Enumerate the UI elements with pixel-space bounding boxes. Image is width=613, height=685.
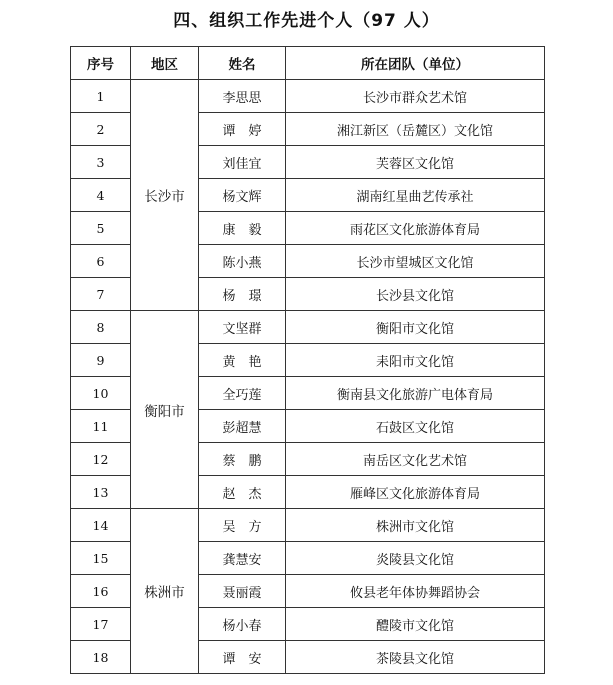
row-index: 3	[71, 146, 131, 179]
row-name: 聂丽霞	[199, 575, 286, 608]
row-name: 文坚群	[199, 311, 286, 344]
row-unit: 炎陵县文化馆	[286, 542, 545, 575]
row-unit: 攸县老年体协舞蹈协会	[286, 575, 545, 608]
row-name: 赵 杰	[199, 476, 286, 509]
row-unit: 长沙市望城区文化馆	[286, 245, 545, 278]
row-unit: 雨花区文化旅游体育局	[286, 212, 545, 245]
row-index: 14	[71, 509, 131, 542]
row-index: 4	[71, 179, 131, 212]
row-unit: 株洲市文化馆	[286, 509, 545, 542]
row-unit: 长沙县文化馆	[286, 278, 545, 311]
table-row	[71, 509, 545, 542]
row-unit: 芙蓉区文化馆	[286, 146, 545, 179]
row-index: 11	[71, 410, 131, 443]
row-index: 1	[71, 80, 131, 113]
row-name: 全巧莲	[199, 377, 286, 410]
row-index: 9	[71, 344, 131, 377]
table-row	[71, 311, 545, 344]
row-name: 康 毅	[199, 212, 286, 245]
row-index: 6	[71, 245, 131, 278]
row-index: 16	[71, 575, 131, 608]
row-unit: 湘江新区（岳麓区）文化馆	[286, 113, 545, 146]
award-table	[70, 46, 545, 674]
row-unit: 石鼓区文化馆	[286, 410, 545, 443]
row-index: 10	[71, 377, 131, 410]
row-unit: 茶陵县文化馆	[286, 641, 545, 674]
row-name: 蔡 鹏	[199, 443, 286, 476]
table-row	[71, 80, 545, 113]
row-name: 龚慧安	[199, 542, 286, 575]
row-unit: 醴陵市文化馆	[286, 608, 545, 641]
row-index: 13	[71, 476, 131, 509]
row-unit: 耒阳市文化馆	[286, 344, 545, 377]
row-index: 18	[71, 641, 131, 674]
row-index: 8	[71, 311, 131, 344]
row-unit: 南岳区文化艺术馆	[286, 443, 545, 476]
header-index: 序号	[71, 47, 131, 80]
row-name: 黄 艳	[199, 344, 286, 377]
row-name: 杨小春	[199, 608, 286, 641]
row-index: 7	[71, 278, 131, 311]
row-name: 谭 婷	[199, 113, 286, 146]
row-name: 彭超慧	[199, 410, 286, 443]
row-name: 杨 璟	[199, 278, 286, 311]
table-body	[71, 80, 545, 674]
table-header-row	[71, 47, 545, 80]
row-name: 陈小燕	[199, 245, 286, 278]
row-name: 杨文辉	[199, 179, 286, 212]
row-name: 李思思	[199, 80, 286, 113]
row-name: 吴 方	[199, 509, 286, 542]
row-index: 17	[71, 608, 131, 641]
region-cell: 衡阳市	[131, 311, 199, 509]
row-unit: 长沙市群众艺术馆	[286, 80, 545, 113]
row-name: 刘佳宜	[199, 146, 286, 179]
row-unit: 衡阳市文化馆	[286, 311, 545, 344]
row-index: 15	[71, 542, 131, 575]
header-unit: 所在团队（单位）	[286, 47, 545, 80]
header-name: 姓名	[199, 47, 286, 80]
region-cell: 株洲市	[131, 509, 199, 674]
row-unit: 衡南县文化旅游广电体育局	[286, 377, 545, 410]
row-index: 2	[71, 113, 131, 146]
row-unit: 雁峰区文化旅游体育局	[286, 476, 545, 509]
row-unit: 湖南红星曲艺传承社	[286, 179, 545, 212]
region-cell: 长沙市	[131, 80, 199, 311]
page-title: 四、组织工作先进个人（97 人）	[173, 11, 440, 31]
row-index: 12	[71, 443, 131, 476]
header-region: 地区	[131, 47, 199, 80]
row-index: 5	[71, 212, 131, 245]
row-name: 谭 安	[199, 641, 286, 674]
